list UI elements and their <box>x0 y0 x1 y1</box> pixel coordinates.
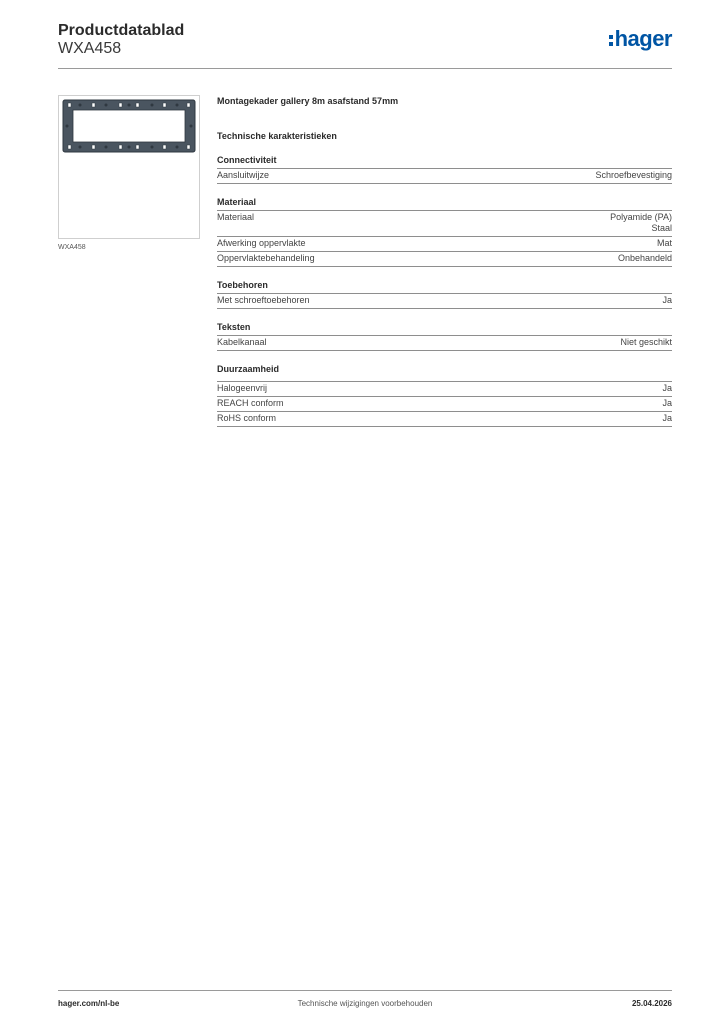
mounting-frame-icon <box>59 96 199 238</box>
document-title: Productdatablad <box>58 22 185 39</box>
section-teksten <box>217 322 672 351</box>
spec-label: Aansluitwijze <box>217 170 270 180</box>
section-title: Connectiviteit <box>217 155 672 169</box>
section-title: Materiaal <box>217 197 672 211</box>
section-connectiviteit <box>217 155 672 184</box>
spec-row <box>217 412 672 427</box>
spec-label: Met schroeftoebehoren <box>217 295 310 305</box>
section-title: Toebehoren <box>217 280 672 294</box>
section-title: Duurzaamheid <box>217 364 672 382</box>
spec-row <box>217 252 672 267</box>
logo-dots-icon <box>609 35 613 46</box>
spec-row <box>217 336 672 351</box>
logo-text: hager <box>614 26 672 51</box>
product-image <box>58 95 200 239</box>
image-caption: WXA458 <box>58 244 86 251</box>
spec-value: Onbehandeld <box>617 253 672 263</box>
spec-row <box>217 169 672 184</box>
spec-label: Halogeenvrij <box>217 383 268 393</box>
spec-row <box>217 294 672 309</box>
section-title: Teksten <box>217 322 672 336</box>
footer-date: 25.04.2026 <box>631 999 672 1008</box>
product-code: WXA458 <box>58 40 122 57</box>
section-toebehoren <box>217 280 672 309</box>
page-header <box>58 20 672 69</box>
footer-url[interactable]: hager.com/nl-be <box>58 999 120 1008</box>
spec-value: Ja <box>662 413 672 423</box>
spec-value: Ja <box>662 398 672 408</box>
spec-content <box>217 95 672 427</box>
spec-label: Kabelkanaal <box>217 337 267 347</box>
technical-characteristics-heading: Technische karakteristieken <box>217 131 337 141</box>
spec-row <box>217 382 672 397</box>
spec-label: REACH conform <box>217 398 284 408</box>
spec-value: Niet geschikt <box>620 337 672 347</box>
spec-value: Ja <box>662 295 672 305</box>
spec-row <box>217 237 672 252</box>
spec-value: Ja <box>662 383 672 393</box>
section-materiaal <box>217 197 672 267</box>
spec-value: Schroefbevestiging <box>595 170 672 180</box>
hager-logo <box>609 26 672 52</box>
spec-row <box>217 397 672 412</box>
page-footer <box>58 990 672 1008</box>
spec-label: RoHS conform <box>217 413 277 423</box>
footer-disclaimer: Technische wijzigingen voorbehouden <box>297 999 433 1008</box>
spec-value: Mat <box>656 238 672 248</box>
product-name: Montagekader gallery 8m asafstand 57mm <box>217 96 399 106</box>
spec-label: Materiaal <box>217 212 255 222</box>
spec-label: Oppervlaktebehandeling <box>217 253 315 263</box>
spec-value: Polyamide (PA) Staal <box>610 212 672 233</box>
section-duurzaamheid <box>217 364 672 427</box>
spec-row <box>217 211 672 237</box>
spec-label: Afwerking oppervlakte <box>217 238 306 248</box>
